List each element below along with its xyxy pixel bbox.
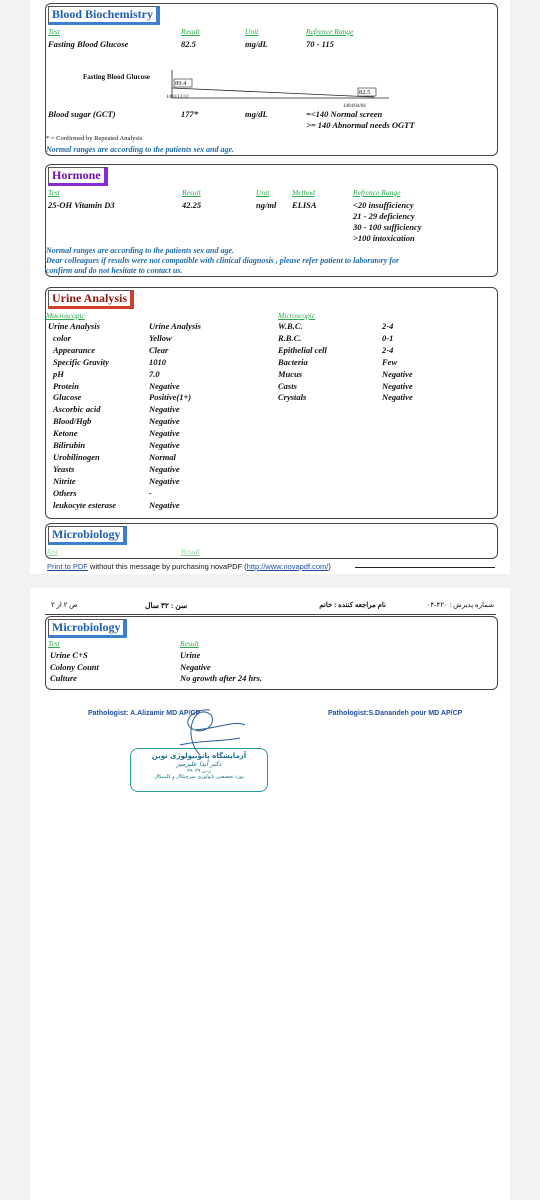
macro-test-name: Nitrite (53, 475, 76, 486)
novapdf-link[interactable]: http://www.novapdf.com/ (246, 562, 329, 571)
macro-test-name: Blood/Hgb (53, 416, 92, 427)
section-title: Hormone (48, 167, 108, 186)
microbiology-section (45, 616, 498, 690)
culture-test-result: Negative (180, 661, 211, 672)
micro-test-name: R.B.C. (278, 332, 302, 343)
range-line: <20 insufficiency (353, 200, 414, 210)
macro-test-name: Specific Gravity (53, 356, 109, 367)
page-number: ص ۲ از ۲ (51, 601, 78, 609)
macro-test-value: Negative (149, 428, 180, 439)
column-header-unit: Unit (245, 27, 259, 36)
macro-test-name: Protein (53, 380, 79, 391)
macro-test-value: 1010 (149, 356, 166, 367)
hormone-section (45, 164, 498, 277)
report-page-2 (30, 588, 510, 1200)
column-header-result: Result (182, 188, 201, 197)
micro-test-value: 2-4 (382, 321, 394, 331)
culture-test-name: Colony Count (50, 661, 99, 672)
culture-test-name: Urine C+S (50, 650, 88, 660)
column-header-test: Test (48, 188, 60, 197)
macro-test-name: Appearance (53, 344, 96, 355)
macro-test-name: Bilirubin (53, 440, 86, 450)
test-range: 70 - 115 (306, 39, 334, 49)
test-result: 177* (181, 109, 198, 119)
range-note: Normal ranges are according to the patients sex and age. (46, 145, 235, 154)
patient-header (45, 598, 496, 615)
test-unit: mg/dL (245, 39, 268, 49)
test-name: Fasting Blood Glucose (48, 39, 129, 49)
trend-chart (164, 68, 404, 104)
macro-test-name: Urobilinogen (53, 451, 100, 462)
column-header-unit: Unit (256, 188, 270, 197)
trend-prev-date: 1403/12/12 (166, 95, 189, 100)
range-line: >100 intoxication (353, 233, 415, 243)
signature-image (150, 700, 260, 770)
colleague-note: Dear colleagues if results were not compatible with clinical diagnosis , please refer patient to laboratory for (46, 256, 400, 265)
culture-test-result: Urine (180, 650, 201, 660)
macro-test-value: Normal (149, 451, 176, 462)
stamp-lab-name: آزمایشگاه پاتوبیولوژی نوین (151, 752, 247, 760)
microbiology-section-p1 (45, 523, 498, 559)
macro-test-value: Negative (149, 499, 180, 510)
culture-test-name: Culture (50, 673, 77, 683)
signature-stroke (180, 710, 245, 755)
micro-test-name: Bacteria (278, 356, 308, 367)
test-unit: ng/ml (256, 200, 277, 210)
macro-test-value: - (149, 487, 152, 498)
patient-age: سن : ۳۲ سال (145, 601, 188, 610)
column-header-method: Method (292, 188, 315, 197)
macro-test-name: Ketone (53, 428, 78, 439)
test-name: Blood sugar (GCT) (48, 109, 116, 119)
macro-test-name: Yeasts (53, 463, 75, 474)
pdf-notice (47, 562, 331, 571)
print-to-pdf-link[interactable]: Print to PDF (47, 562, 88, 571)
trend-line (172, 88, 374, 97)
section-title: Microbiology (48, 526, 127, 545)
column-header-result: Result (180, 639, 199, 648)
micro-test-value: Negative (382, 380, 413, 391)
test-name: 25-OH Vitamin D3 (48, 200, 115, 210)
test-result: 42.25 (182, 200, 202, 210)
macro-test-value: Negative (149, 475, 180, 486)
section-title: Microbiology (48, 619, 127, 638)
pdf-notice-text: without this message by purchasing novaPDF ( (87, 562, 247, 571)
microscopic-label: Microscopic (278, 311, 316, 320)
macro-test-name: color (53, 332, 71, 343)
stamp-board: بورد تخصصی پاتولوژی سرجیکال و کلینیکال (154, 774, 244, 780)
pdf-notice-suffix: ) (328, 562, 331, 571)
pdf-notice-rule (355, 567, 495, 568)
column-header-range: Refrence Range (306, 27, 354, 36)
colleague-note-cont: confirm and do not hesitate to contact us. (46, 266, 183, 275)
trend-curr-date: 1404/04/04 (343, 104, 366, 109)
blood-biochemistry-section (45, 3, 498, 156)
column-header-test: Test (46, 547, 58, 556)
admission-number: شماره پذیرش : ۴۲۰-۰۴ (426, 601, 494, 609)
footnote: * = Confirmed by Repeated Analysis (46, 135, 143, 142)
macro-test-name: Ascorbic acid (53, 404, 101, 415)
range-line: 30 - 100 sufficiency (353, 222, 422, 232)
macro-test-value: Negative (149, 416, 180, 427)
macro-test-value: 7.0 (149, 368, 160, 379)
column-header-result: Result (181, 27, 200, 36)
column-header-range: Refrence Range (353, 188, 401, 197)
macro-test-name: pH (53, 368, 64, 379)
trend-label: Fasting Blood Glucose (83, 73, 150, 81)
range-note: Normal ranges are according to the patients sex and age. (46, 246, 235, 255)
referrer-name: نام مراجعه کننده : خانم (319, 601, 386, 609)
macro-test-name: Urine Analysis (48, 321, 100, 331)
test-method: ELISA (292, 200, 317, 210)
culture-test-result: No growth after 24 hrs. (180, 673, 262, 683)
test-range-line1: =<140 Normal screen (306, 109, 383, 119)
micro-test-value: Few (382, 356, 398, 367)
macro-test-value: Negative (149, 380, 180, 391)
micro-test-name: W.B.C. (278, 321, 303, 331)
micro-test-name: Mucus (278, 368, 303, 379)
macroscopic-label: Macroscopic (46, 311, 85, 320)
section-title: Blood Biochemistry (48, 6, 160, 25)
test-range-line2: >= 140 Abnormal needs OGTT (306, 120, 415, 130)
micro-test-value: Negative (382, 368, 413, 379)
stamp-license: ن.ن ۹۹۰۲۹ (187, 768, 211, 774)
macro-test-value: Urine Analysis (149, 321, 201, 331)
column-header-test: Test (48, 27, 60, 36)
section-title: Urine Analysis (48, 290, 134, 309)
urine-analysis-section (45, 287, 498, 519)
range-line: 21 - 29 deficiency (353, 211, 415, 221)
trend-curr-value: 82.5 (359, 89, 371, 96)
micro-test-value: 0-1 (382, 332, 394, 343)
macro-test-name: leukocyte esterase (53, 499, 117, 510)
macro-test-value: Negative (149, 404, 180, 415)
micro-test-name: Epithelial cell (278, 344, 327, 355)
macro-test-value: Negative (149, 440, 180, 450)
test-result: 82.5 (181, 39, 196, 49)
pathologist-left: Pathologist: A.Alizamir MD AP/CP (88, 710, 201, 717)
macro-test-name: Glucose (53, 392, 82, 403)
column-header-result: Result (181, 547, 200, 556)
test-unit: mg/dL (245, 109, 268, 119)
stamp-doctor: دکتر آیدا علیزمیر (176, 760, 222, 768)
micro-test-value: 2-4 (382, 344, 394, 355)
macro-test-name: Others (53, 487, 77, 498)
macro-test-value: Positive(1+) (149, 392, 192, 403)
pathologist-right: Pathologist:S.Danandeh pour MD AP/CP (328, 710, 463, 717)
micro-test-name: Casts (278, 380, 297, 391)
trend-prev-value: 89.4 (175, 80, 187, 87)
micro-test-value: Negative (382, 392, 413, 403)
macro-test-value: Yellow (149, 332, 172, 343)
report-page-1 (30, 0, 510, 574)
micro-test-name: Crystals (278, 392, 307, 403)
column-header-test: Test (48, 639, 60, 648)
macro-test-value: Clear (149, 344, 169, 355)
macro-test-value: Negative (149, 463, 180, 474)
